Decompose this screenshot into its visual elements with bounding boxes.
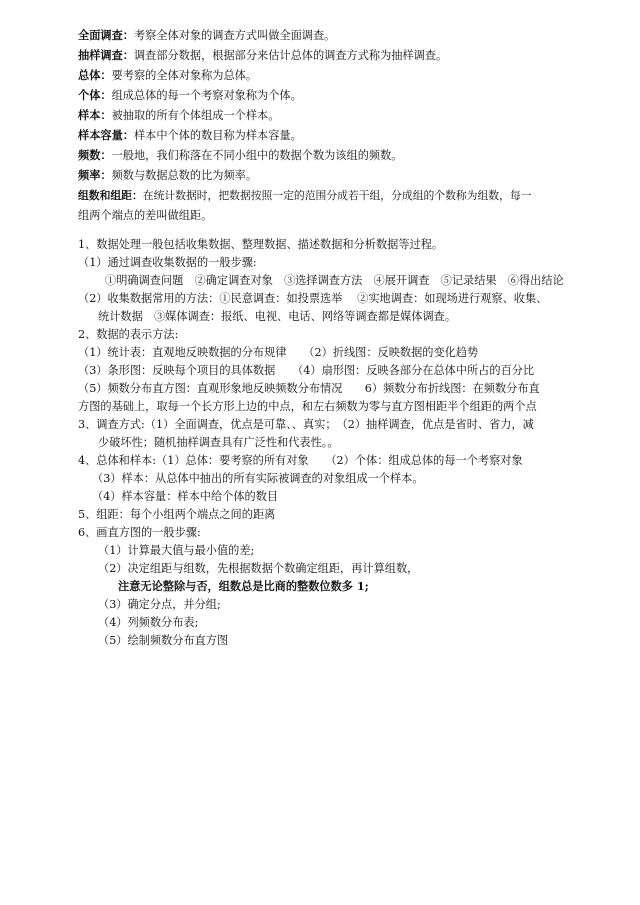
definition-line: [78, 188, 531, 203]
note-line: 方图的基础上，取每一个长方形上边的中点，和左右频数为零与直方图相距半个组距的两个点: [78, 400, 537, 413]
note-line: （2）决定组距与组数，先根据数据个数确定组距，再计算组数，: [98, 562, 419, 575]
definition-line: [78, 148, 402, 163]
definition-text: 一般地，我们称落在不同小组中的数据个数为该组的频数。: [111, 149, 403, 162]
note-line: （3）样本：从总体中抽出的所有实际被调查的对象组成一个样本。: [92, 472, 424, 485]
definition-line: [78, 88, 302, 103]
definition-text: 频数与数据总数的比为频率。: [111, 169, 258, 182]
note-line: （4）样本容量：样本中给个体的数目: [92, 490, 279, 503]
definition-line: [78, 128, 302, 143]
definition-text: 样本中个体的数目称为样本容量。: [133, 129, 302, 142]
note-line: （1）通过调查收集数据的一般步骤:: [78, 256, 257, 269]
note-heading: 5、组距：每个小组两个端点之间的距离: [78, 508, 276, 521]
note-line: （3）确定分点，并分组;: [98, 598, 221, 611]
definition-term: 总体：: [78, 68, 112, 82]
definition-text: 组两个端点的差叫做组距。: [78, 209, 213, 222]
note-line: 少破坏性；随机抽样调查具有广泛性和代表性。。: [98, 436, 339, 449]
definition-term: 频率：: [78, 168, 112, 182]
definition-term: 样本容量：: [78, 128, 134, 142]
definition-term: 全面调查：: [78, 28, 134, 42]
note-line: （4）列频数分布表;: [98, 616, 199, 629]
definition-text: 考察全体对象的调查方式叫做全面调查。: [133, 29, 336, 42]
note-line: （3）条形图：反映每个项目的具体数据 （4）扇形图：反映各部分在总体中所占的百分比: [78, 364, 535, 377]
definition-line: [78, 208, 212, 223]
note-heading: 2、数据的表示方法:: [78, 328, 179, 341]
definition-term: 频数：: [78, 148, 112, 162]
definition-text: 调查部分数据，根据部分来估计总体的调查方式称为抽样调查。: [133, 49, 448, 62]
note-heading: 4、总体和样本:（1）总体：要考察的所有对象 （2）个体：组成总体的每一个考察对象: [78, 454, 523, 467]
note-line: （2）收集数据常用的方法：①民意调查：如投票选举 ②实地调查：如现场进行观察、收集、: [78, 292, 548, 305]
note-heading: 3、调查方式:（1）全面调查，优点是可靠、、真实； （2）抽样调查，优点是省时、省力，减: [78, 418, 534, 431]
definition-term: 个体：: [78, 88, 112, 102]
definition-line: [78, 28, 335, 43]
definition-text: 要考察的全体对象称为总体。: [111, 69, 258, 82]
note-heading: 6、画直方图的一般步骤:: [78, 526, 201, 539]
definition-text: 在统计数据时，把数据按照一定的范围分成若干组，分成组的个数称为组数，每一: [142, 189, 532, 202]
note-line: （1）计算最大值与最小值的差;: [98, 544, 255, 557]
definition-term: 抽样调查：: [78, 48, 134, 62]
definition-line: [78, 108, 279, 123]
definition-text: 组成总体的每一个考察对象称为个体。: [111, 89, 302, 102]
note-line: 统计数据 ③媒体调查：报纸、电视、电话、网络等调查都是媒体调查。: [98, 310, 457, 323]
note-heading: 1、数据处理一般包括收集数据、整理数据、描述数据和分析数据等过程。: [78, 238, 444, 251]
definition-term: 样本：: [78, 108, 112, 122]
note-emphasis: 注意无论整除与否，组数总是比商的整数位数多 1;: [118, 579, 369, 593]
note-line: ①明确调查问题 ②确定调查对象 ③选择调查方法 ④展开调查 ⑤记录结果 ⑥得出结论: [105, 274, 564, 287]
definition-line: [78, 68, 257, 83]
note-line: （5）绘制频数分布直方图: [98, 634, 229, 647]
definition-line: [78, 48, 447, 63]
definition-line: [78, 168, 257, 183]
definition-text: 被抽取的所有个体组成一个样本。: [111, 109, 280, 122]
note-line: （5）频数分布直方图：直观形象地反映频数分布情况 6）频数分布折线图：在频数分布直: [78, 382, 540, 395]
note-line: （1）统计表：直观地反映数据的分布规律 （2）折线图：反映数据的变化趋势: [78, 346, 479, 359]
definition-term: 组数和组距：: [78, 189, 143, 202]
